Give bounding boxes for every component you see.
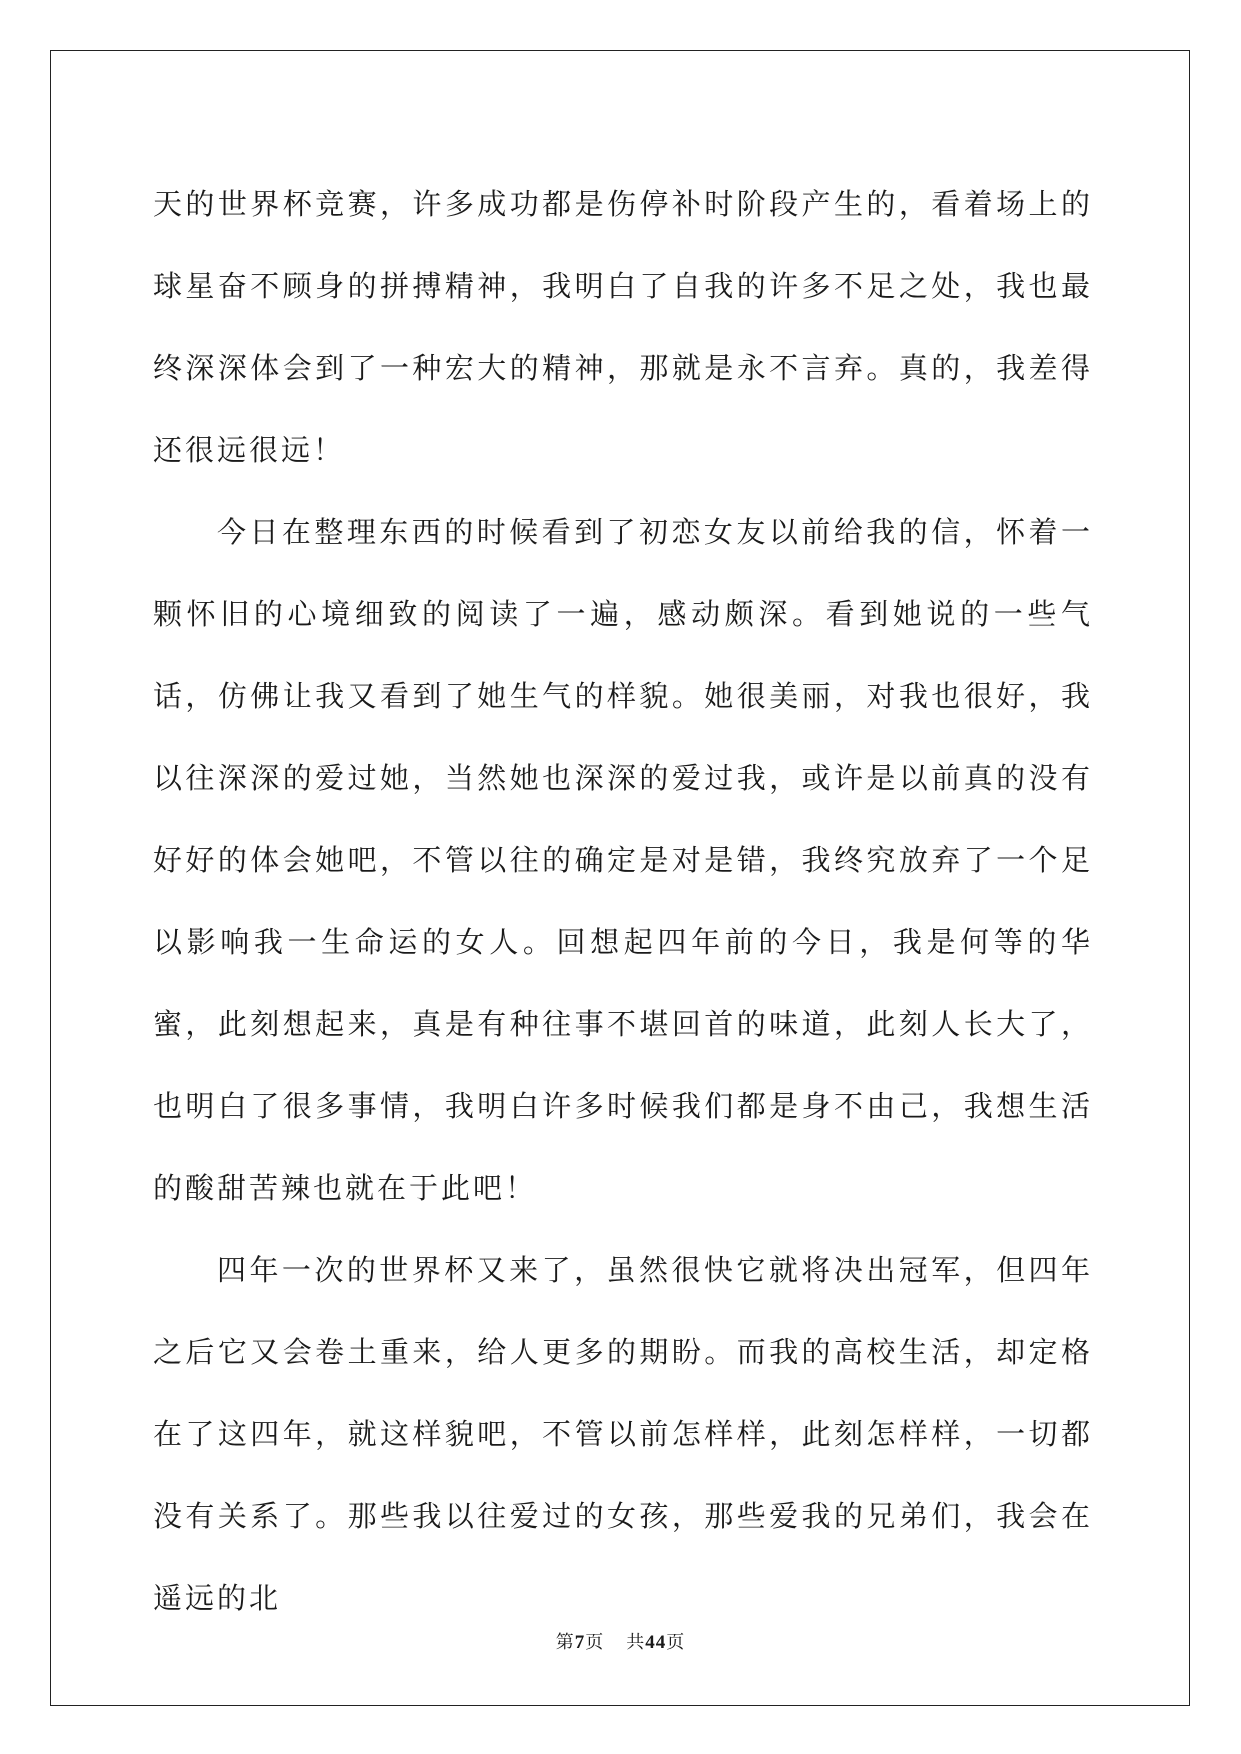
page-footer — [0, 1628, 1241, 1654]
total-prefix: 共 — [626, 1632, 646, 1653]
page-prefix: 第 — [555, 1632, 575, 1653]
page-suffix: 页 — [585, 1632, 605, 1653]
total-suffix: 页 — [666, 1632, 686, 1653]
paragraph-1: 天的世界杯竞赛，许多成功都是伤停补时阶段产生的，看着场上的球星奋不顾身的拼搏精神，我明白了自我的许多不足之处，我也最终深深体会到了一种宏大的精神，那就是永不言弃。真的，我差得还很远很远！ — [153, 187, 1093, 467]
total-pages: 44 — [645, 1632, 667, 1653]
paragraph-3: 四年一次的世界杯又来了，虽然很快它就将决出冠军，但四年之后它又会卷土重来，给人更多的期盼。而我的高校生活，却定格在了这四年，就这样貌吧，不管以前怎样样，此刻怎样样，一切都没有关系了。那些我以往爱过的女孩，那些爱我的兄弟们，我会在遥远的北 — [153, 1253, 1093, 1615]
document-body — [153, 163, 1093, 1639]
paragraph-2: 今日在整理东西的时候看到了初恋女友以前给我的信，怀着一颗怀旧的心境细致的阅读了一遍，感动颇深。看到她说的一些气话，仿佛让我又看到了她生气的样貌。她很美丽，对我也很好，我以往深深的爱过她，当然她也深深的爱过我，或许是以前真的没有好好的体会她吧，不管以往的确定是对是错，我终究放弃了一个足以影响我一生命运的女人。回想起四年前的今日，我是何等的华蜜，此刻想起来，真是有种往事不堪回首的味道，此刻人长大了，也明白了很多事情，我明白许多时候我们都是身不由己，我想生活的酸甜苦辣也就在于此吧！ — [153, 515, 1093, 1205]
page-number: 7 — [574, 1632, 586, 1653]
